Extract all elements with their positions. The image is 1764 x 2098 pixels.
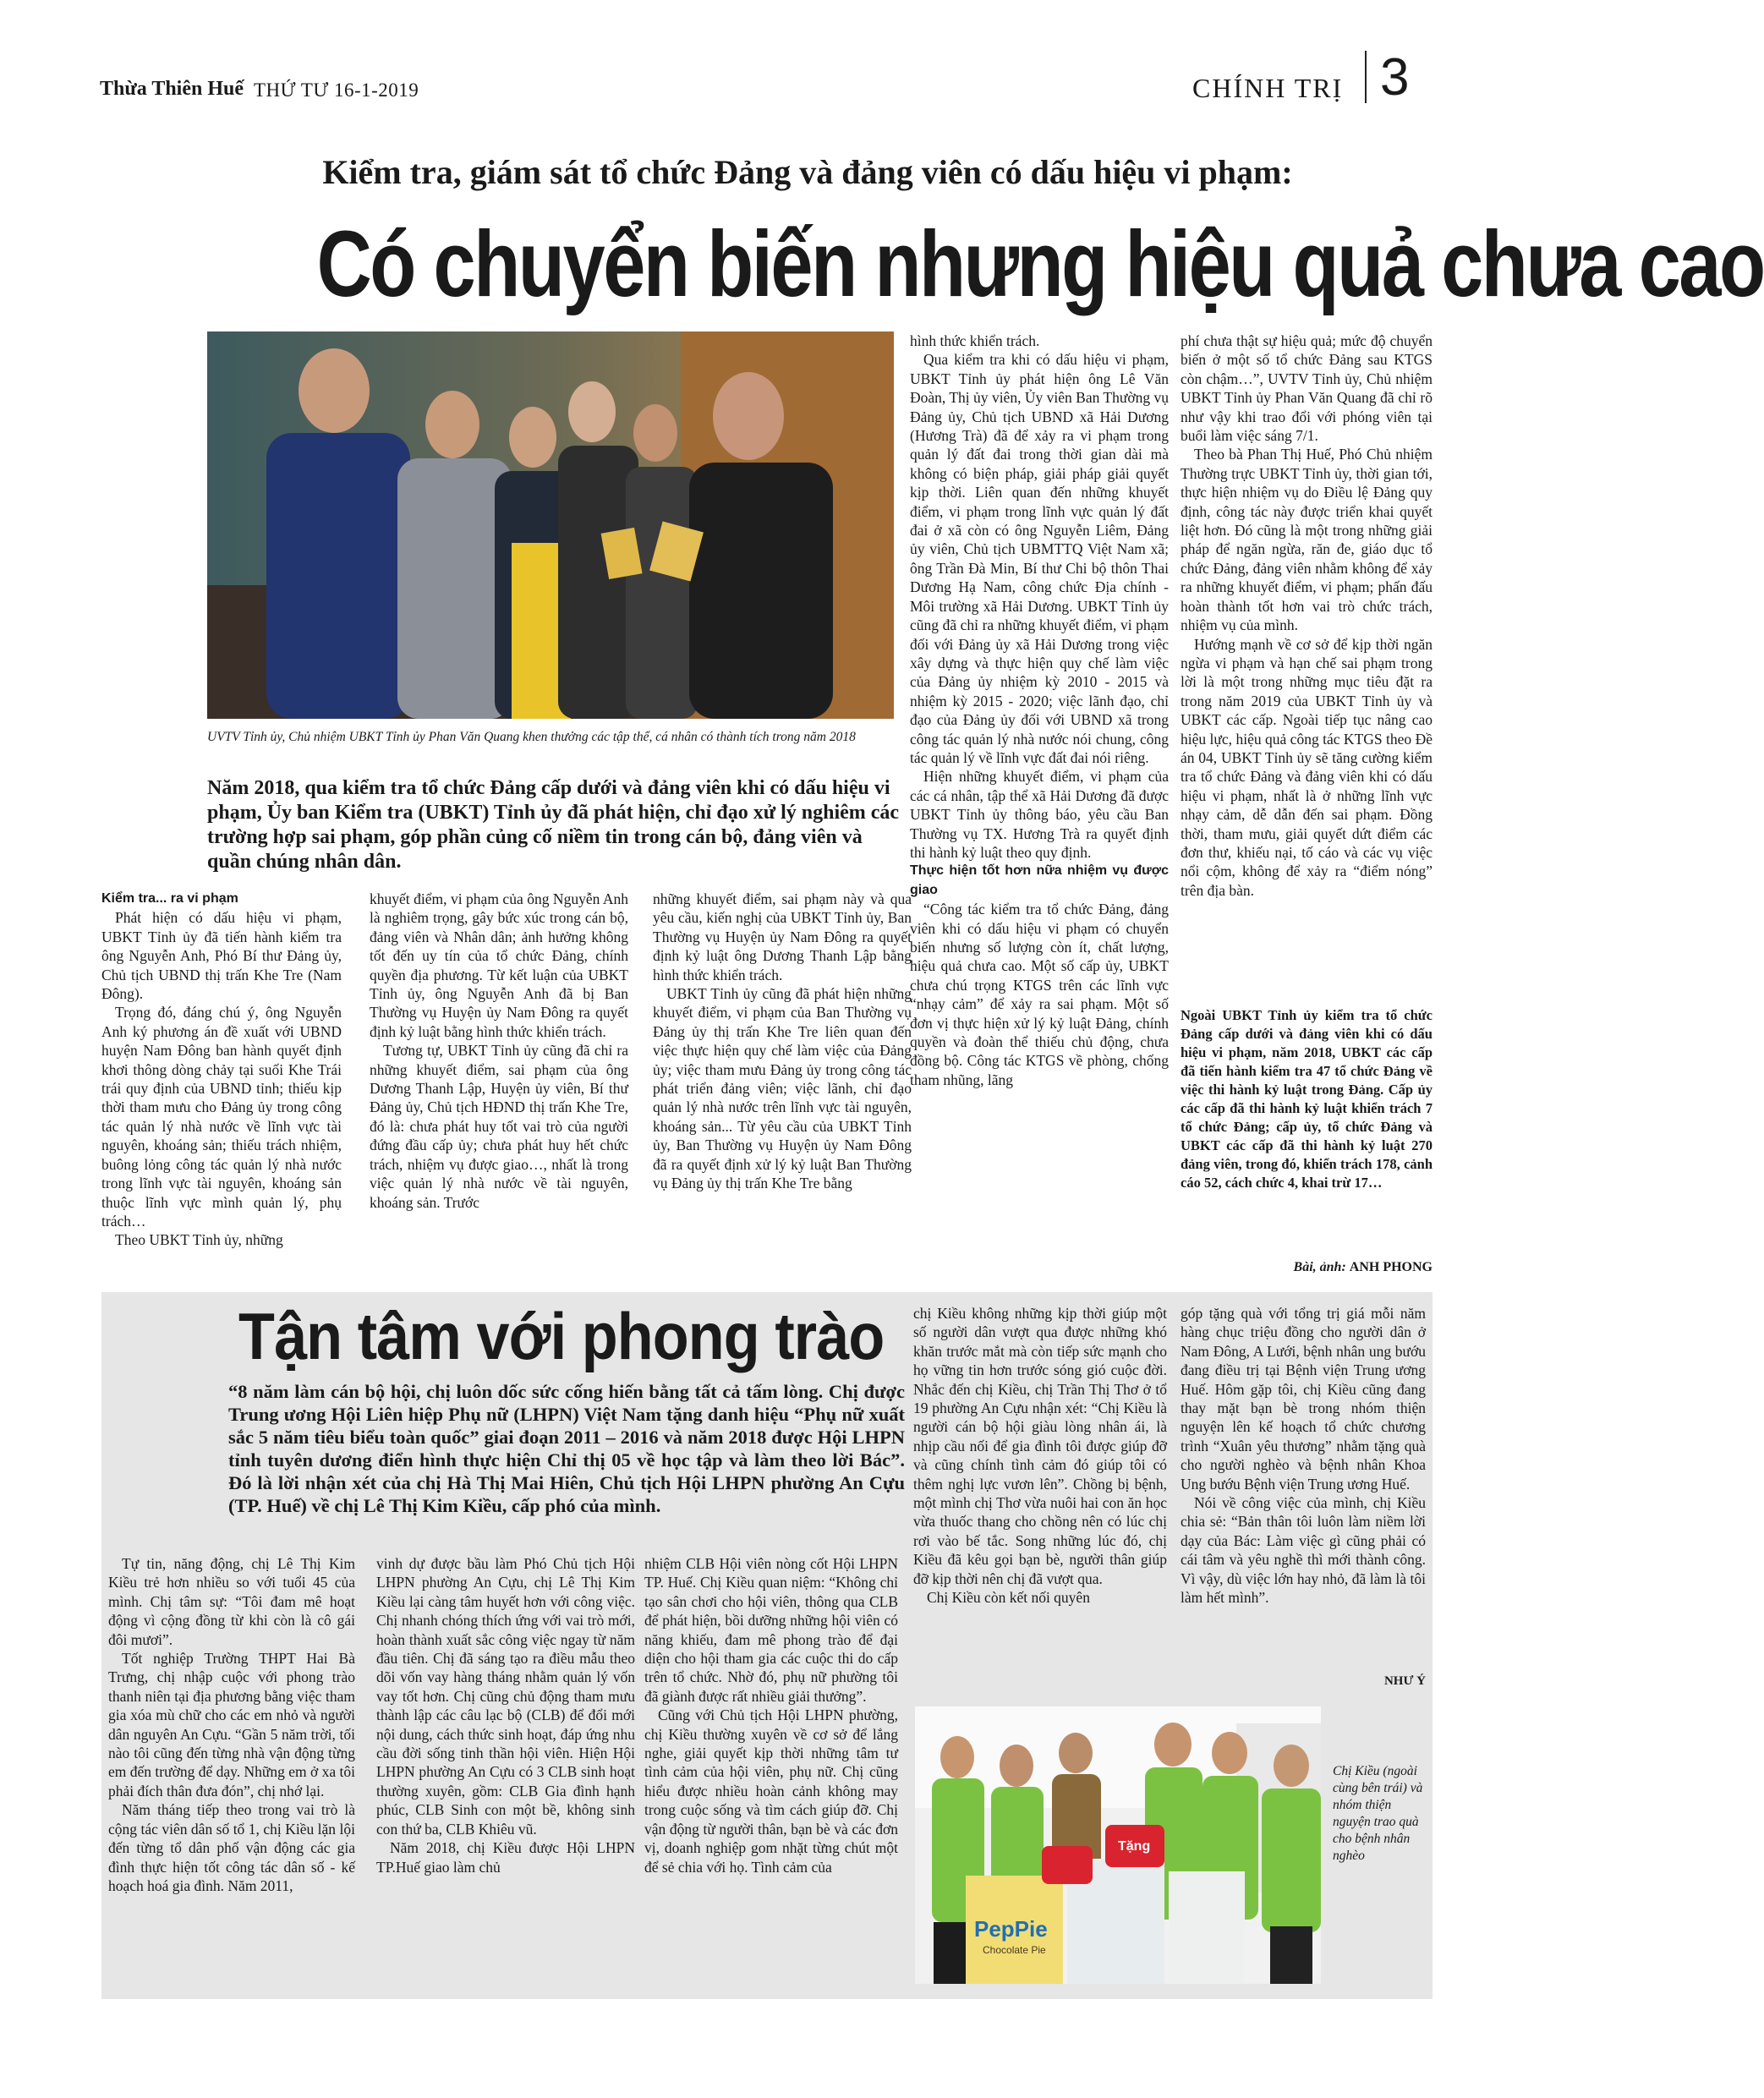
article2-photo-caption: Chị Kiều (ngoài cùng bên trái) và nhóm thiện nguyện trao quà cho bệnh nhân nghèo (1333, 1764, 1423, 1863)
paragraph: Trọng đó, đáng chú ý, ông Nguyễn Anh ký phương án đề xuất với UBND huyện Nam Đông ban hành quyết định khơi thông dòng chảy tại suối Khe Trái trái quy định của UBND tỉnh; thiếu kịp thời tham mưu cho Đảng ủy trong công tác quản lý nhà nước về lĩnh vực tài nguyên, khoáng sản; thiếu trách nhiệm, buông lỏng công tác quản lý nhà nước trong lĩnh vực tài nguyên, khoáng sản thuộc lĩnh vực mình quản lý, phụ trách… (101, 1004, 342, 1230)
paragraph: Năm tháng tiếp theo trong vai trò là cộng tác viên dân số tổ 1, chị Kiều lặn lội đến từng tổ dân phố vận động các gia đình thực hiện tốt công tác dân số - kế hoạch hoá gia đình. Năm 2011, (108, 1801, 355, 1894)
paragraph: Hướng mạnh về cơ sở để kịp thời ngăn ngừa vi phạm và hạn chế sai phạm trong lời là một trong những mục tiêu đặt ra trong năm 2019 của UBKT Tỉnh ủy và UBKT các cấp. Ngoài tiếp tục nâng cao hiệu lực, hiệu quả công tác KTGS theo Đề án 04, UBKT Tỉnh ủy sẽ tăng cường kiểm tra tổ chức Đảng và đảng viên khi có dấu hiệu vi phạm, nhất là ở những lĩnh vực nhạy cảm, dễ dẫn đến sai phạm. Đồng thời, tham mưu, giải quyết dứt điểm các đơn thư, khiếu nại, tố cáo và các vụ việc nổi cộm, không để xảy ra “điểm nóng” trên địa bàn. (1181, 635, 1433, 899)
paragraph: khuyết điểm, vi phạm của ông Nguyễn Anh là nghiêm trọng, gây bức xúc trong cán bộ, đảng viên và Nhân dân; ảnh hưởng không tốt đến uy tín của tổ chức Đảng, chính quyền địa phương. Từ kết luận của UBKT Tỉnh ủy, ông Nguyễn Anh đã bị Ban Thường vụ Huyện ủy Nam Đông ra quyết định kỷ luật bằng hình thức khiển trách. (370, 890, 628, 1040)
article1-subhead-1: Kiểm tra... ra vi phạm (101, 891, 238, 906)
photo-bag-label: Tặng (1118, 1839, 1151, 1854)
article2-column-3 (644, 1554, 898, 1876)
paragraph: hình thức khiển trách. (910, 332, 1040, 349)
paragraph: Tốt nghiệp Trường THPT Hai Bà Trưng, chị nhập cuộc với phong trào thanh niên tại địa phương bằng việc tham gia xóa mù chữ cho các em nhỏ và người dân nguyên An Cựu. “Gần 5 năm trời, tối nào tôi cũng đến từng nhà vận động từng em đến trường để dạy. Những em ở xa tôi phải đích thân đưa đón”, chị nhớ lại. (108, 1650, 355, 1799)
paragraph: UBKT Tỉnh ủy cũng đã phát hiện những khuyết điểm, vi phạm của Ban Thường vụ Đảng ủy thị trấn Khe Tre liên quan đến việc thực hiện quy chế làm việc của Đảng ủy; việc tham mưu Đảng ủy trong công tác phát triển đảng viên; việc lãnh, chỉ đạo quản lý nhà nước trên lĩnh vực tài nguyên, khoáng sản... Từ yêu cầu của UBKT Tỉnh ủy, Ban Thường vụ Huyện ủy Nam Đông đã ra quyết định xử lý kỷ luật Ban Thường vụ Đảng ủy thị trấn Khe Tre bằng (653, 985, 912, 1192)
header-divider (1365, 51, 1367, 103)
article1-kicker: Kiểm tra, giám sát tổ chức Đảng và đảng viên có dấu hiệu vi phạm: (322, 153, 1293, 191)
article1-column-3 (653, 890, 912, 1193)
article2-column-5 (1181, 1304, 1426, 1608)
masthead: Thừa Thiên Huế (100, 78, 244, 100)
article2-byline: NHƯ Ý (1383, 1674, 1426, 1688)
article2-column-2 (376, 1554, 635, 1876)
paragraph: Tương tự, UBKT Tỉnh ủy cũng đã chỉ ra những khuyết điểm, sai phạm của ông Dương Thanh Lập, Huyện ủy viên, Bí thư Đảng ủy, Chủ tịch HĐND thị trấn Khe Tre, đó là: chưa phát huy tốt vai trò của người đứng đầu cấp ủy; chưa phát huy hết chức trách, nhiệm vụ được giao…, nhất là trong việc quản lý nhà nước về tài nguyên, khoáng sản. Trước (370, 1042, 628, 1211)
article1-headline: Có chuyển biến nhưng hiệu quả chưa cao (316, 212, 1764, 316)
paragraph: Theo bà Phan Thị Huế, Phó Chủ nhiệm Thường trực UBKT Tỉnh ủy, thời gian tới, thực hiện nhiệm vụ do Điều lệ Đảng quy định, công tác này được triển khai quyết liệt hơn. Đó cũng là một trong những giải pháp để ngăn ngừa, răn đe, giáo dục tổ chức Đảng, đảng viên nhằm không để xảy ra những khuyết điểm, vi phạm; phấn đấu hoàn thành tốt hơn vai trò chức trách, nhiệm vụ của mình. (1181, 446, 1433, 634)
section-name: CHÍNH TRỊ (1192, 73, 1344, 103)
article1-lead: Năm 2018, qua kiểm tra tổ chức Đảng cấp dưới và đảng viên khi có dấu hiệu vi phạm, Ủy ban Kiểm tra (UBKT) Tỉnh ủy đã phát hiện, chỉ đạo xử lý nghiêm các trường hợp sai phạm, góp phần củng cố niềm tin trong cán bộ, đảng viên và quần chúng nhân dân. (207, 777, 900, 873)
photo-box-brand: PepPie (974, 1916, 1048, 1942)
article2-lead: “8 năm làm cán bộ hội, chị luôn dốc sức cống hiến bằng tất cả tấm lòng. Chị được Trung ương Hội Liên hiệp Phụ nữ (LHPN) Việt Nam tặng danh hiệu “Phụ nữ xuất sắc 5 năm tiêu biểu toàn quốc” giai đoạn 2011 – 2016 và năm 2018 được Hội LHPN tỉnh tuyên dương điển hình thực hiện Chỉ thị 05 về học tập và làm theo lời Bác”. Đó là lời nhận xét của chị Hà Thị Mai Hiên, Chủ tịch Hội LHPN phường An Cựu (TP. Huế) về chị Lê Thị Kim Kiều, cấp phó của mình. (228, 1381, 905, 1516)
article2-headline: Tận tâm với phong trào (238, 1299, 885, 1373)
paragraph: những khuyết điểm, sai phạm này và qua yêu cầu, kiến nghị của UBKT Tỉnh ủy, Ban Thường vụ Huyện ủy Nam Đông ra quyết định kỷ luật ông Dương Thanh Lập bằng hình thức khiển trách. (653, 890, 912, 983)
article1-column-5 (1181, 331, 1433, 900)
paragraph: Nói về công việc của mình, chị Kiều chia sẻ: “Bản thân tôi luôn làm niềm lời dạy của Bác: Làm việc gì cũng phải có cái tâm và yêu nghề thì mới thành công. Vì vậy, dù việc lớn hay nhỏ, đã làm là tôi làm hết mình”. (1181, 1494, 1426, 1607)
page-number: 3 (1380, 48, 1410, 107)
paragraph: góp tặng quà với tổng trị giá mỗi năm hàng chục triệu đồng cho người dân ở Nam Đông, A Lưới, bệnh nhân ung bướu đang điều trị tại Bệnh viện Trung ương Huế. Hôm gặp tôi, chị Kiều cũng đang thay mặt bạn bè trong nhóm thiện nguyện lên kế hoạch tổ chức chương trình “Xuân yêu thương” nhằm tặng quà cho người nghèo và bệnh nhân Khoa Ung bướu Bệnh viện Trung ương Huế. (1181, 1305, 1426, 1493)
article1-column-1 (101, 890, 342, 1250)
paragraph: Qua kiểm tra khi có dấu hiệu vi phạm, UBKT Tỉnh ủy phát hiện ông Lê Văn Đoàn, Thị ủy viên, Ủy viên Ban Thường vụ Đảng ủy, Chủ tịch UBND xã Hải Dương (Hương Trà) đã để xảy ra vi phạm trong quản lý đất đai trong thời gian dài mà không có biện pháp, giải pháp giải quyết kịp thời. Liên quan đến những khuyết điểm, vi phạm trong lĩnh vực quản lý đất đai ở xã còn có ông Nguyễn Liêm, Đảng ủy viên, Chủ tịch UBMTTQ Việt Nam xã; ông Trần Đà Min, Bí thư Chi bộ thôn Thai Dương Hạ Nam, công chức Địa chính - Môi trường xã Hải Dương. UBKT Tỉnh ủy cũng đã chỉ ra những khuyết điểm, vi phạm đối với Đảng ủy xã Hải Dương trong việc xây dựng và thực hiện quy chế làm việc của Đảng ủy nhiệm kỳ 2010 - 2015 và nhiệm kỳ 2015 - 2020; việc lãnh đạo, chỉ đạo của Đảng ủy đối với UBND xã trong công tác quản lý nhà nước nói chung, công tác quản lý về lĩnh vực đất đai nói riêng. (910, 351, 1169, 766)
paragraph: Cũng với Chủ tịch Hội LHPN phường, chị Kiều thường xuyên về cơ sở để lắng nghe, giải quyết kịp thời những tâm tư tình cảm của hội viên, phụ nữ. Chị cũng hiểu được nhiều hoàn cảnh không may trong cuộc sống và tìm cách giúp đỡ. Chị vận động từ người thân, bạn bè và các đơn vị, doanh nghiệp gom nhặt từng chút một để sẻ chia với họ. Tình cảm của (644, 1706, 898, 1876)
article1-column-4 (910, 331, 1169, 1089)
article1-box-note: Ngoài UBKT Tỉnh ủy kiểm tra tổ chức Đảng cấp dưới và đảng viên khi có dấu hiệu vi phạm, năm 2018, UBKT các cấp đã tiến hành kiểm tra 47 tổ chức Đảng về việc thi hành kỷ luật trong Đảng. Cấp ủy các cấp đã thi hành kỷ luật khiển trách 7 tổ chức Đảng; cấp ủy, tổ chức Đảng và UBKT các cấp đã thi hành kỷ luật 270 đảng viên, trong đó, khiển trách 178, cảnh cáo 52, cách chức 4, khai trừ 17… (1181, 1007, 1433, 1191)
paragraph: Phát hiện có dấu hiệu vi phạm, UBKT Tỉnh ủy đã tiến hành kiểm tra ông Nguyễn Anh, Phó Bí thư Đảng ủy, Chủ tịch UBND thị trấn Khe Tre (Nam Đông). (101, 909, 342, 1003)
article2-column-1 (108, 1554, 355, 1895)
byline-label: Bài, ảnh: (1293, 1260, 1346, 1274)
paragraph: vinh dự được bầu làm Phó Chủ tịch Hội LHPN phường An Cựu, chị Lê Thị Kim Kiều lại càng tâm huyết hơn với công việc. Chị nhanh chóng thích ứng với vai trò mới, hoàn thành xuất sắc công việc ngay từ năm đầu tiên. Chị đã sáng tạo ra điều mẫu theo dõi vốn vay hàng tháng nhằm quản lý vốn vay tốt hơn. Chị cũng chủ động tham mưu thành lập các câu lạc bộ (CLB) để đổi mới nội dung, cách thức sinh hoạt, đáp ứng nhu cầu đời sống tinh thần hội viên. Hiện Hội LHPN phường An Cựu có 3 CLB sinh hoạt thường xuyên, gồm: CLB Gia đình hạnh phúc, CLB Sinh con một bề, không sinh con thứ ba, CLB Khiêu vũ. (376, 1555, 635, 1838)
article1-photo-caption: UVTV Tỉnh ủy, Chủ nhiệm UBKT Tỉnh ủy Phan Văn Quang khen thưởng các tập thể, cá nhân có thành tích trong năm 2018 (207, 730, 856, 744)
paragraph: Tự tin, năng động, chị Lê Thị Kim Kiều trẻ hơn nhiều so với tuổi 45 của mình. Chị tâm sự: “Tôi đam mê hoạt động vì cộng đồng từ khi còn là cô gái đôi mươi”. (108, 1555, 355, 1648)
paragraph: chị Kiều không những kịp thời giúp một số người dân vượt qua được những khó khăn trước mắt mà còn tiếp sức mạnh cho họ vững tin hơn trước sóng gió cuộc đời. Nhắc đến chị Kiều, chị Trần Thị Thơ ở tổ 19 phường An Cựu nhận xét: “Chị Kiều là người cán bộ hội giàu lòng nhân ái, là nhịp cầu nối để gia đình tôi được giúp đỡ và cũng chính tình cảm đó giúp tôi có thêm nghị lực vươn lên”. Chồng bị bệnh, một mình chị Thơ vừa nuôi hai con ăn học vừa thuốc thang cho chồng nên có lúc chị rơi vào bế tắc. Song những lúc đó, chị Kiều đã kêu gọi bạn bè, người thân giúp đỡ kịp thời nên chị đã vượt qua. (913, 1305, 1167, 1587)
paragraph: Theo UBKT Tỉnh ủy, những (115, 1231, 283, 1249)
photo-box-sub: Chocolate Pie (983, 1944, 1046, 1956)
paragraph: nhiệm CLB Hội viên nòng cốt Hội LHPN TP. Huế. Chị Kiều quan niệm: “Không chỉ tạo sân chơi cho hội viên, thông qua CLB để phát hiện, bồi dưỡng những hội viên có năng khiếu, đam mê phong trào để đại diện cho hội tham gia các cuộc thi do cấp trên tổ chức. Nhờ đó, phụ nữ phường tôi đã giành được rất nhiều giải thưởng”. (644, 1555, 898, 1705)
article2-photo (915, 1706, 1321, 1984)
paragraph: Hiện những khuyết điểm, vi phạm của các cá nhân, tập thể xã Hải Dương đã được UBKT Tỉnh ủy thông báo, yêu cầu Ban Thường vụ TX. Hương Trà ra quyết định thi hành kỷ luật theo quy định. (910, 768, 1169, 861)
paragraph: Năm 2018, chị Kiều được Hội LHPN TP.Huế giao làm chủ (376, 1839, 635, 1876)
article1-byline (1181, 1260, 1433, 1275)
paragraph: Chị Kiều còn kết nối quyên (927, 1589, 1090, 1607)
article1-subhead-2: Thực hiện tốt hơn nữa nhiệm vụ được giao (910, 863, 1169, 897)
paragraph: “Công tác kiểm tra tổ chức Đảng, đảng viên khi có dấu hiệu vi phạm có chuyển biến nhưng số lượng còn ít, chất lượng, hiệu quả chưa cao. Một số cấp ủy, UBKT chưa chú trọng KTGS trên các lĩnh vực “nhạy cảm” để xảy ra sai phạm. Một số đơn vị thực hiện xử lý kỷ luật Đảng, chính quyền và đoàn thể thiếu chủ động, chưa đồng bộ. Công tác KTGS về phòng, chống tham nhũng, lãng (910, 901, 1169, 1088)
article1-photo (207, 331, 894, 719)
paragraph: phí chưa thật sự hiệu quả; mức độ chuyển biến ở một số tổ chức Đảng sau KTGS còn chậm…”, UVTV Tỉnh ủy, Chủ nhiệm UBKT Tỉnh ủy Phan Văn Quang đã chỉ rõ như vậy khi trao đổi với phóng viên tại buổi làm việc sáng 7/1. (1181, 332, 1433, 445)
issue-date: THỨ TƯ 16-1-2019 (254, 79, 419, 101)
byline-author: ANH PHONG (1349, 1260, 1433, 1274)
article1-column-2 (370, 890, 628, 1212)
article2-column-4 (913, 1304, 1167, 1608)
